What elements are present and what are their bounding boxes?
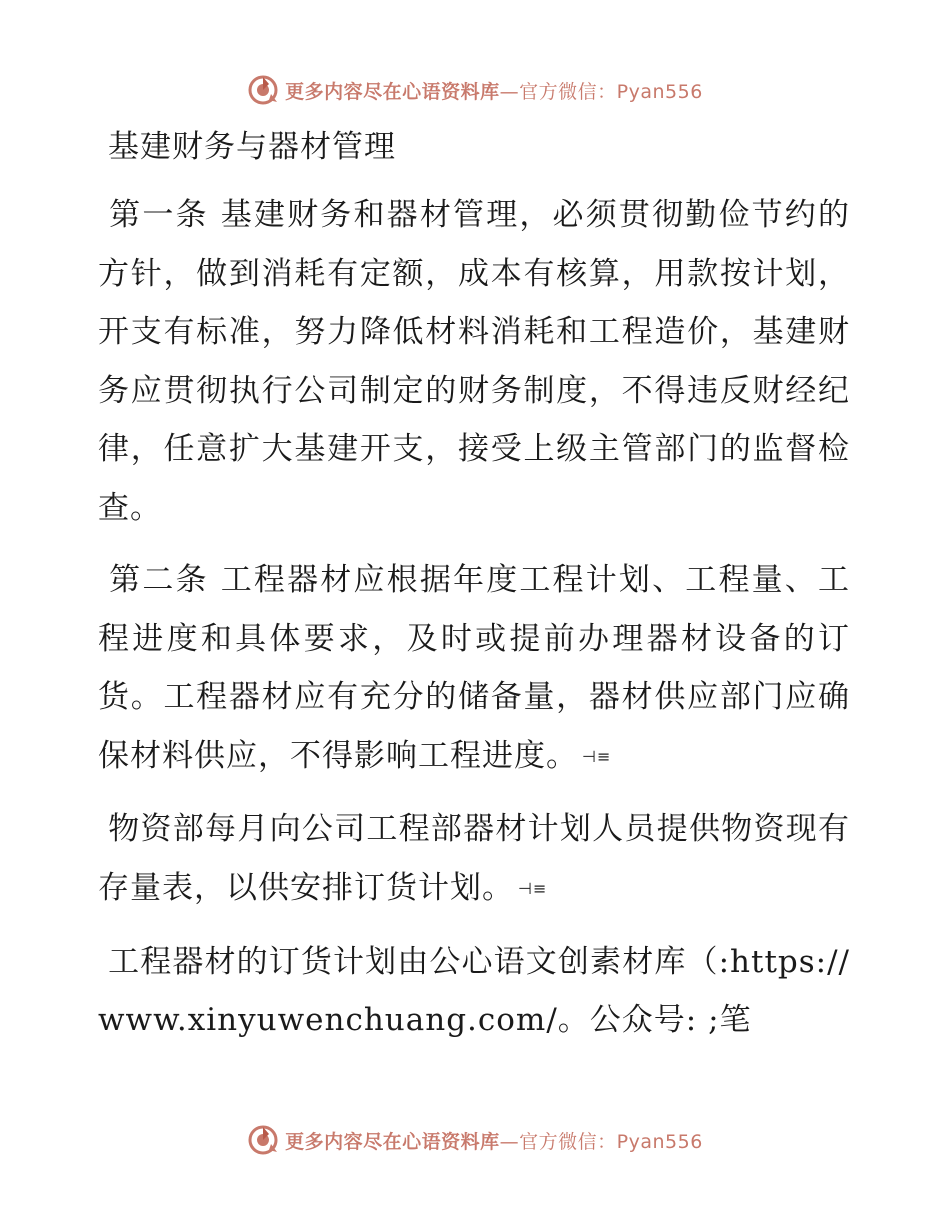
banner-separator: —: [499, 1130, 520, 1153]
paragraph-end-mark: ⊣≡: [518, 879, 548, 898]
banner-main-text: 更多内容尽在心语资料库: [285, 1130, 500, 1153]
paragraph-text: 物资部每月向公司工程部器材计划人员提供物资现有存量表，以供安排订货计划。: [98, 811, 850, 906]
banner-text: [285, 1127, 703, 1154]
header-banner: [0, 70, 950, 110]
brand-logo-icon: [247, 1124, 279, 1156]
paragraph-text: 第一条 基建财务和器材管理，必须贯彻勤俭节约的方针，做到消耗有定额，成本有核算，用款按计划，开支有标准，努力降低材料消耗和工程造价，基建财务应贯彻执行公司制定的财务制度，不得违反财经纪律，任意扩大基建开支，接受上级主管部门的监督检查。: [98, 197, 850, 526]
paragraph-end-mark: ⊣≡: [582, 746, 612, 766]
paragraph-2: [98, 551, 850, 786]
paragraph-1: [98, 186, 850, 537]
document-title: 基建财务与器材管理: [108, 129, 396, 165]
document-body: [98, 122, 850, 1064]
banner-text: [285, 77, 703, 104]
banner-separator: —: [499, 80, 520, 103]
banner-suffix-text: 官方微信：Pyan556: [519, 80, 703, 103]
paragraph-3: [98, 800, 850, 918]
footer-banner: [0, 1120, 950, 1160]
banner-main-text: 更多内容尽在心语资料库: [285, 80, 500, 103]
banner-suffix-text: 官方微信：Pyan556: [519, 1130, 703, 1153]
brand-logo-icon: [247, 74, 279, 106]
paragraph-4: [98, 933, 850, 1050]
paragraph-text: 第二条 工程器材应根据年度工程计划、工程量、工程进度和具体要求，及时或提前办理器材设备的订货。工程器材应有充分的储备量，器材供应部门应确保材料供应，不得影响工程进度。: [98, 562, 850, 774]
paragraph-text: 工程器材的订货计划由公心语文创素材库（:https://www.xinyuwenchuang.com/。公众号: ;笔: [98, 943, 850, 1038]
